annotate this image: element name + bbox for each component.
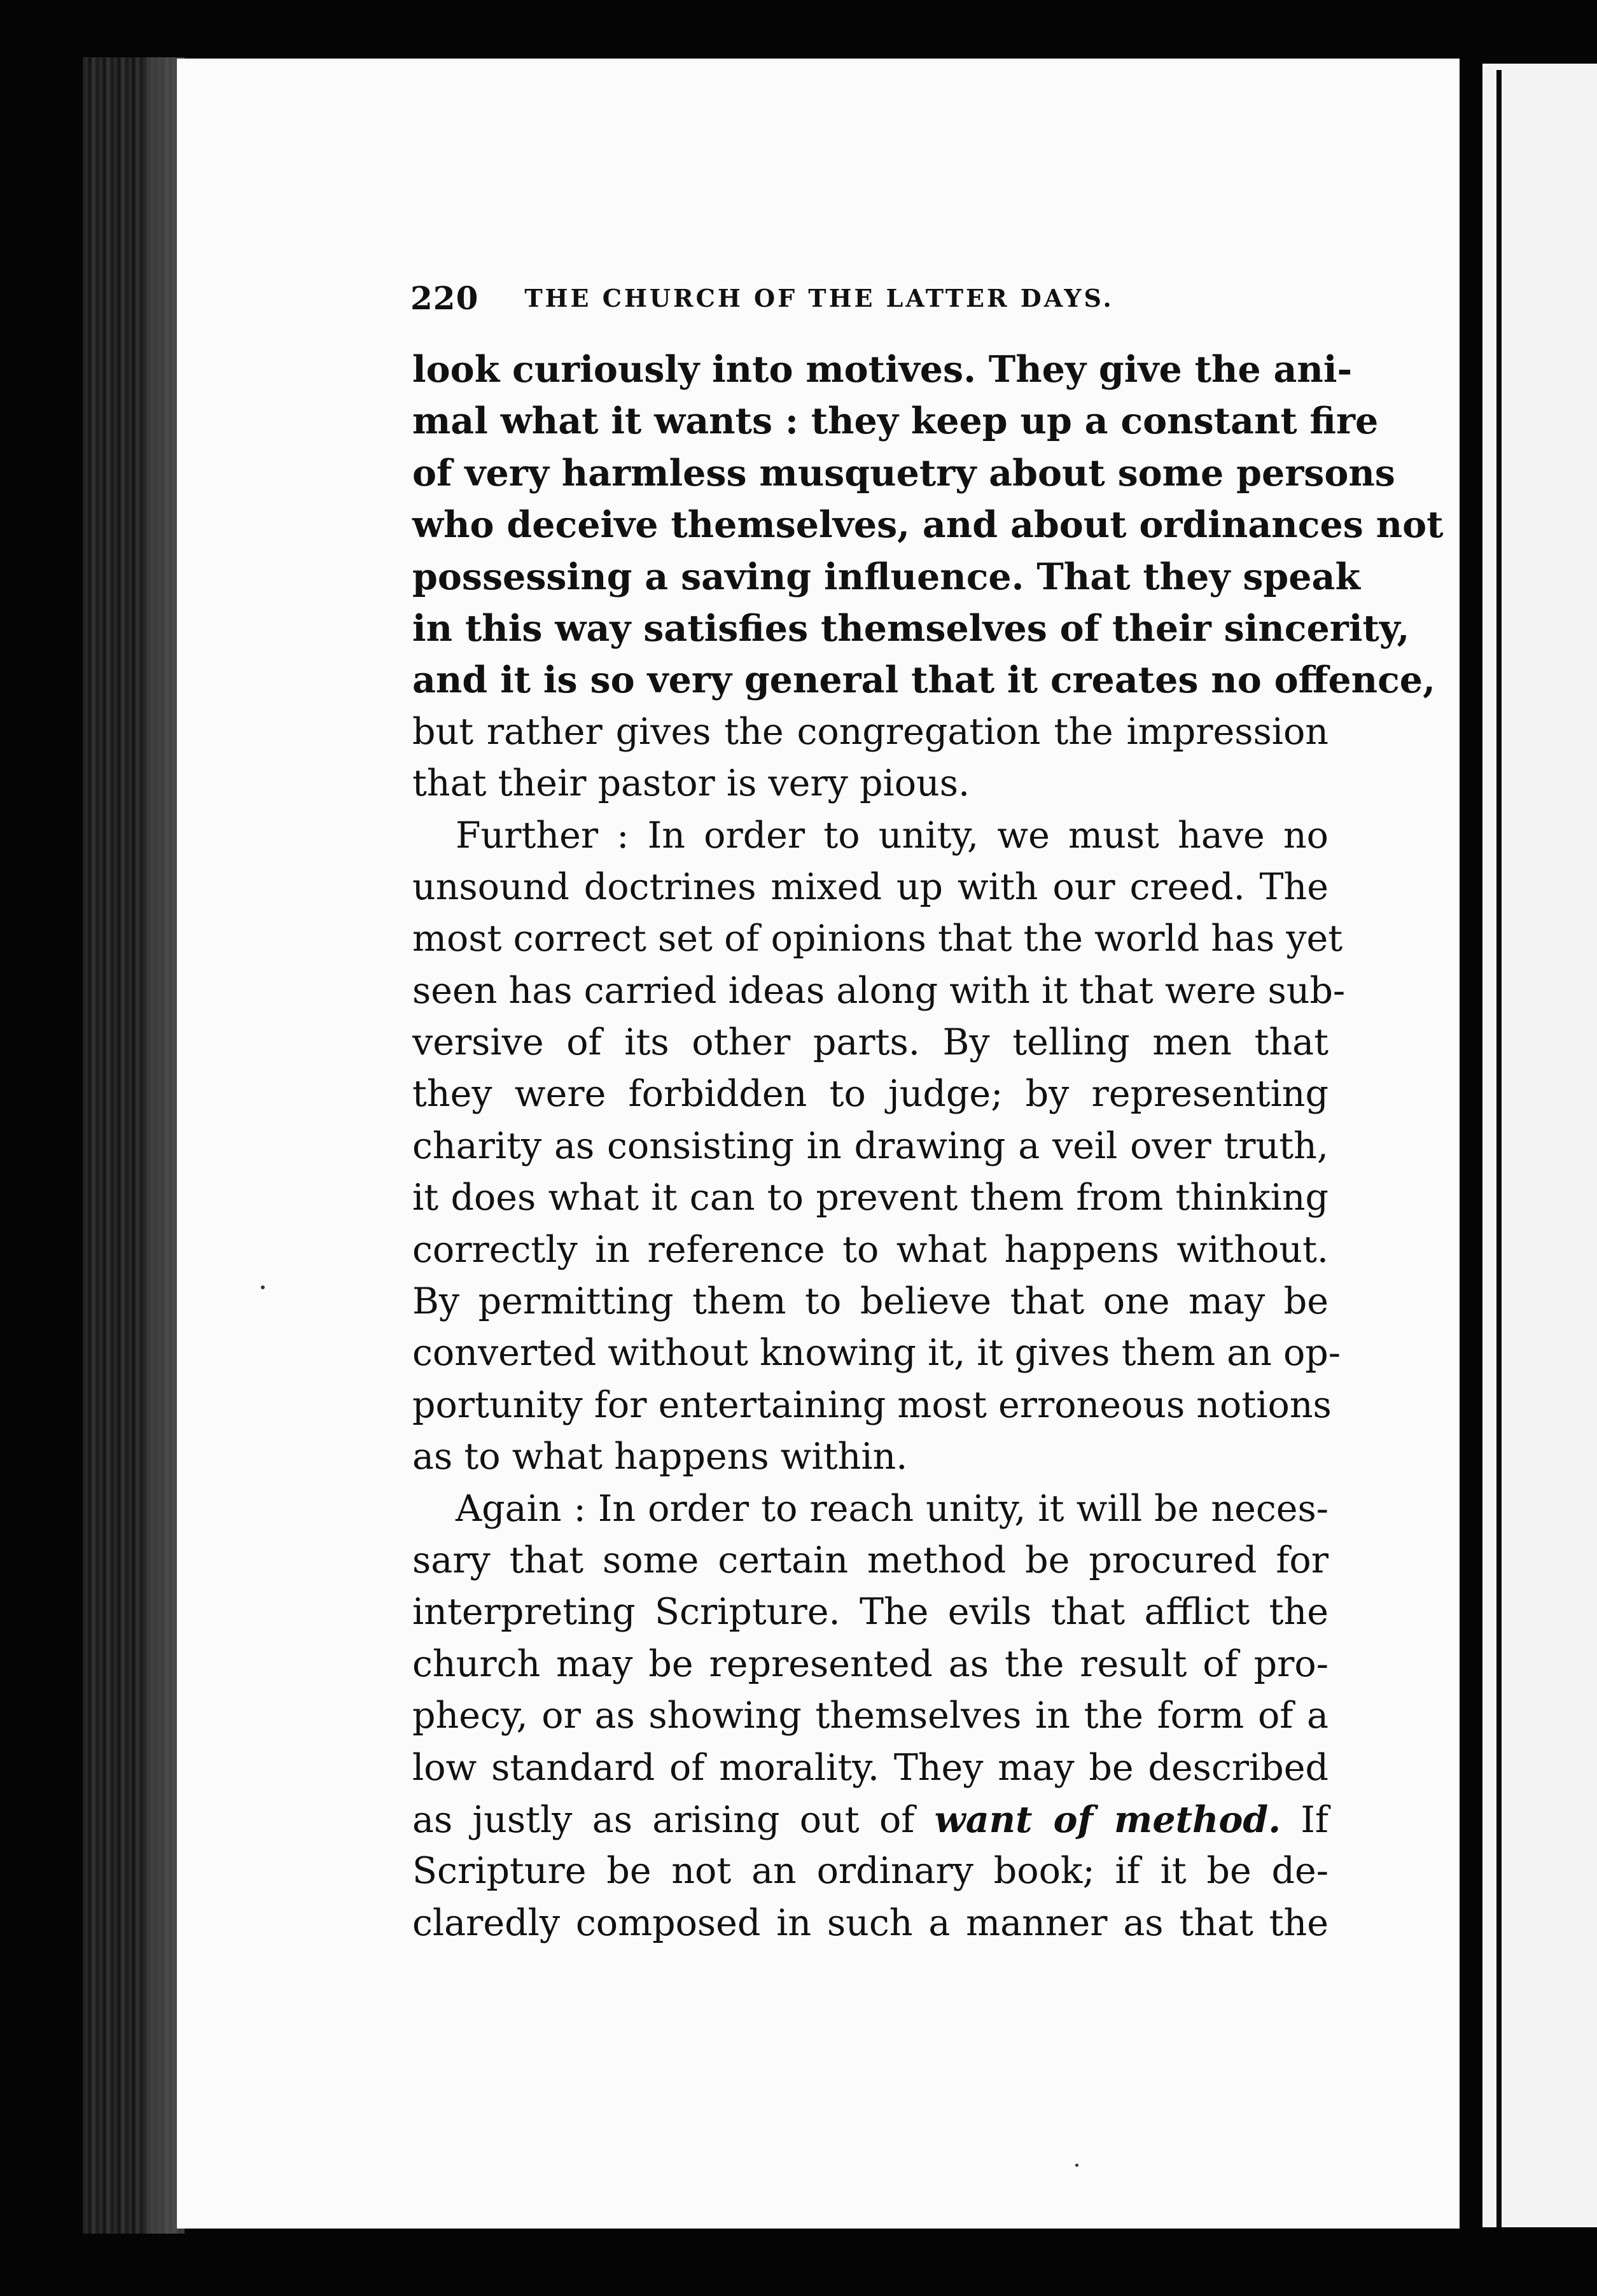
text-line: that their pastor is very pious.	[412, 762, 970, 805]
text-segment: as justly as arising out of	[412, 1798, 915, 1841]
text-line: mal what it wants : they keep up a constant fire	[412, 400, 1379, 443]
text-line: charity as consisting in drawing a veil over truth,	[412, 1124, 1329, 1167]
text-line: low standard of morality. They may be described	[412, 1746, 1329, 1789]
facing-page-border	[1496, 70, 1502, 2227]
text-line: Scripture be not an ordinary book; if it be de-	[412, 1850, 1329, 1893]
text-line: interpreting Scripture. The evils that afflict the	[412, 1591, 1329, 1634]
text-line: church may be represented as the result of pro-	[412, 1642, 1329, 1685]
text-line-with-emphasis	[412, 1794, 1329, 1845]
text-line: they were forbidden to judge; by representing	[412, 1073, 1329, 1116]
page-number: 220	[410, 279, 479, 317]
text-line: portunity for entertaining most erroneous notions	[412, 1383, 1332, 1426]
text-line: and it is so very general that it creates no offence,	[412, 659, 1435, 702]
text-line: possessing a saving influence. That they speak	[412, 555, 1360, 598]
running-head: THE CHURCH OF THE LATTER DAYS.	[524, 283, 1114, 312]
emphasis-text: want of method.	[934, 1798, 1281, 1841]
body-text	[412, 344, 1444, 1949]
page-header	[410, 279, 1339, 317]
text-line: look curiously into motives. They give the ani-	[412, 348, 1353, 391]
text-line: sary that some certain method be procured for	[412, 1539, 1329, 1581]
paragraph-start: Further : In order to unity, we must have no	[456, 814, 1329, 857]
text-line: versive of its other parts. By telling men that	[412, 1021, 1329, 1064]
text-line: correctly in reference to what happens without.	[412, 1228, 1329, 1271]
text-line: phecy, or as showing themselves in the form of a	[412, 1695, 1329, 1737]
text-line: converted without knowing it, it gives them an op-	[412, 1332, 1341, 1375]
text-line: seen has carried ideas along with it that were sub-	[412, 969, 1346, 1012]
text-line: as to what happens within.	[412, 1436, 908, 1478]
scan-speck	[261, 1285, 265, 1289]
text-line: but rather gives the congregation the impression	[412, 710, 1329, 753]
text-line: who deceive themselves, and about ordinances not	[412, 503, 1444, 547]
text-line: it does what it can to prevent them from thinking	[412, 1177, 1329, 1219]
text-segment: If	[1301, 1798, 1329, 1841]
text-line: unsound doctrines mixed up with our creed. The	[412, 865, 1329, 908]
text-line: in this way satisfies themselves of their sincerity,	[412, 606, 1410, 650]
text-line: claredly composed in such a manner as that the	[412, 1901, 1329, 1944]
text-line: By permitting them to believe that one may be	[412, 1280, 1329, 1323]
text-line: of very harmless musquetry about some persons	[412, 451, 1395, 494]
paragraph-start: Again : In order to reach unity, it will be neces-	[456, 1487, 1329, 1530]
text-line: most correct set of opinions that the world has yet	[412, 918, 1343, 960]
scan-speck	[1075, 2164, 1078, 2167]
